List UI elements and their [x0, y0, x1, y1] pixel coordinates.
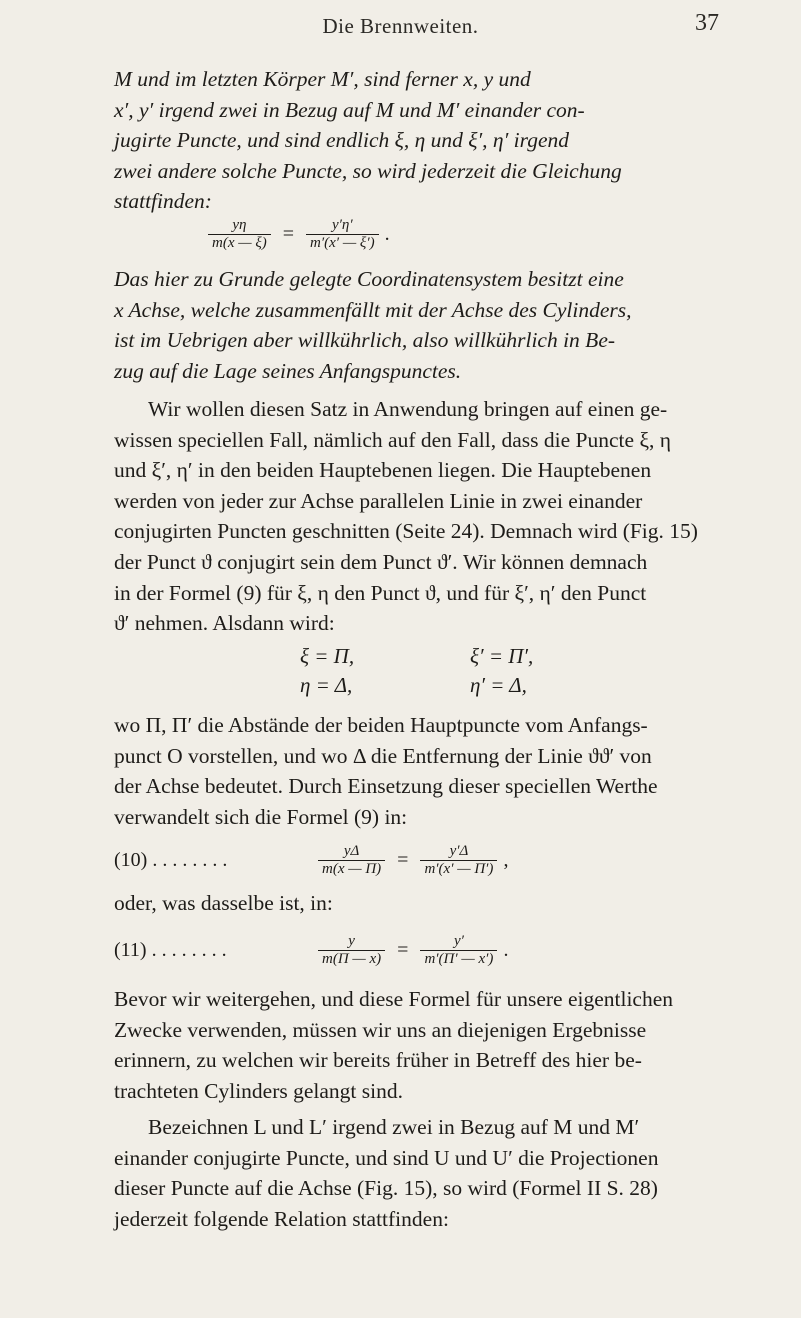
text-line: dieser Puncte auf die Achse (Fig. 15), so wird (Formel II S. 28) [114, 1176, 658, 1201]
text-line: punct O vorstellen, und wo Δ die Entfernung der Linie ϑϑ′ von [114, 743, 652, 768]
text-line: stattfinden: [114, 189, 212, 214]
text-line: M und im letzten Körper M′, sind ferner x, y und [114, 67, 531, 91]
fraction-rhs: $\frac{y'\eta'}{m'(x' — \xi')}$ [306, 217, 379, 252]
text-line: trachteten Cylinders gelangt sind. [114, 1078, 403, 1103]
paragraph-theorem [114, 64, 724, 217]
equation-label: (10) . . . . . . . . [114, 848, 228, 871]
fraction-lhs: $\frac{y\Delta}{m(x — \Pi)}$ [318, 843, 385, 878]
text-line: wo Π, Π′ die Abstände der beiden Hauptpuncte vom Anfangs- [114, 713, 648, 737]
text-line: jugirte Puncte, und sind endlich ξ, η und ξ′, η′ irgend [114, 128, 570, 153]
fraction-rhs: $\frac{y'\Delta}{m'(x' — \Pi')}$ [420, 843, 497, 878]
text-line: x Achse, welche zusammenfällt mit der Achse des Cylinders, [114, 297, 632, 322]
text-line: Das hier zu Grunde gelegte Coordinatensystem besitzt eine [114, 267, 624, 291]
text-line: x′, y′ irgend zwei in Bezug auf M und M′ einander con- [114, 97, 585, 122]
equation-general: $\frac{y\eta}{m(x — \xi)}$ = $\frac{y'\eta'}{m'(x' — \xi')}$ . [114, 212, 724, 256]
text-line: Bezeichnen L und L′ irgend zwei in Bezug auf M und M′ [148, 1115, 640, 1139]
equation-11: (11) . . . . . . . . $\frac{y}{m(\Pi — x)}$ = $\frac{y'}{m'(\Pi' — x')}$ . [114, 932, 509, 967]
text-line: einander conjugirte Puncte, und sind U und U′ die Projectionen [114, 1145, 659, 1170]
text-line: Wir wollen diesen Satz in Anwendung bringen auf einen ge- [148, 397, 668, 421]
text-line: verwandelt sich die Formel (9) in: [114, 804, 408, 829]
text-line: werden von jeder zur Achse parallelen Linie in zwei einander [114, 488, 643, 513]
running-head: Die Brennweiten. [322, 14, 479, 38]
equation-10: (10) . . . . . . . . $\frac{y\Delta}{m(x — \Pi)}$ = $\frac{y'\Delta}{m'(x' — \Pi')}$ , [114, 842, 509, 877]
text-line: zug auf die Lage seines Anfangspunctes. [114, 358, 462, 383]
paragraph-coordinate-system [114, 264, 724, 386]
paragraph-application [114, 394, 724, 639]
text-line: erinnern, zu welchen wir bereits früher in Betreff des hier be- [114, 1048, 642, 1073]
text-line: der Punct ϑ conjugirt sein dem Punct ϑ′. Wir können demnach [114, 549, 648, 574]
text-line: wissen speciellen Fall, nämlich auf den Fall, dass die Puncte ξ, η [114, 427, 672, 452]
fraction-lhs: $\frac{y}{m(\Pi — x)}$ [318, 933, 385, 968]
equation-label: (11) . . . . . . . . [114, 938, 227, 961]
paragraph-before-continuing [114, 984, 724, 1106]
paragraph-projections [114, 1112, 724, 1234]
text-line: ist im Uebrigen aber willkührlich, also willkührlich in Be- [114, 328, 616, 353]
fraction-lhs: $\frac{y\eta}{m(x — \xi)}$ [208, 217, 271, 252]
text-line: der Achse bedeutet. Durch Einsetzung dieser speciellen Werthe [114, 774, 658, 799]
paragraph-principal-points [114, 710, 724, 832]
text-line: jederzeit folgende Relation stattfinden: [114, 1206, 449, 1231]
text-line: und ξ′, η′ in den beiden Hauptebenen liegen. Die Hauptebenen [114, 458, 652, 483]
text-line: oder, was dasselbe ist, in: [114, 891, 333, 915]
text-line: ϑ′ nehmen. Alsdann wird: [114, 611, 335, 636]
text-line: in der Formel (9) für ξ, η den Punct ϑ, und für ξ′, η′ den Punct [114, 580, 647, 605]
fraction-rhs: $\frac{y'}{m'(\Pi' — x')}$ [420, 933, 497, 968]
page-number: 37 [695, 10, 719, 36]
text-line: zwei andere solche Puncte, so wird jederzeit die Gleichung [114, 158, 622, 183]
text-line: conjugirten Puncten geschnitten (Seite 24). Demnach wird (Fig. 15) [114, 519, 698, 544]
text-line: Zwecke verwenden, müssen wir uns an diejenigen Ergebnisse [114, 1017, 647, 1042]
equation-substitution: ξ = Π, ξ′ = Π′, η = Δ, η′ = Δ, [300, 644, 534, 697]
text-line: Bevor wir weitergehen, und diese Formel für unsere eigentlichen [114, 987, 674, 1011]
paragraph-or [114, 888, 724, 919]
